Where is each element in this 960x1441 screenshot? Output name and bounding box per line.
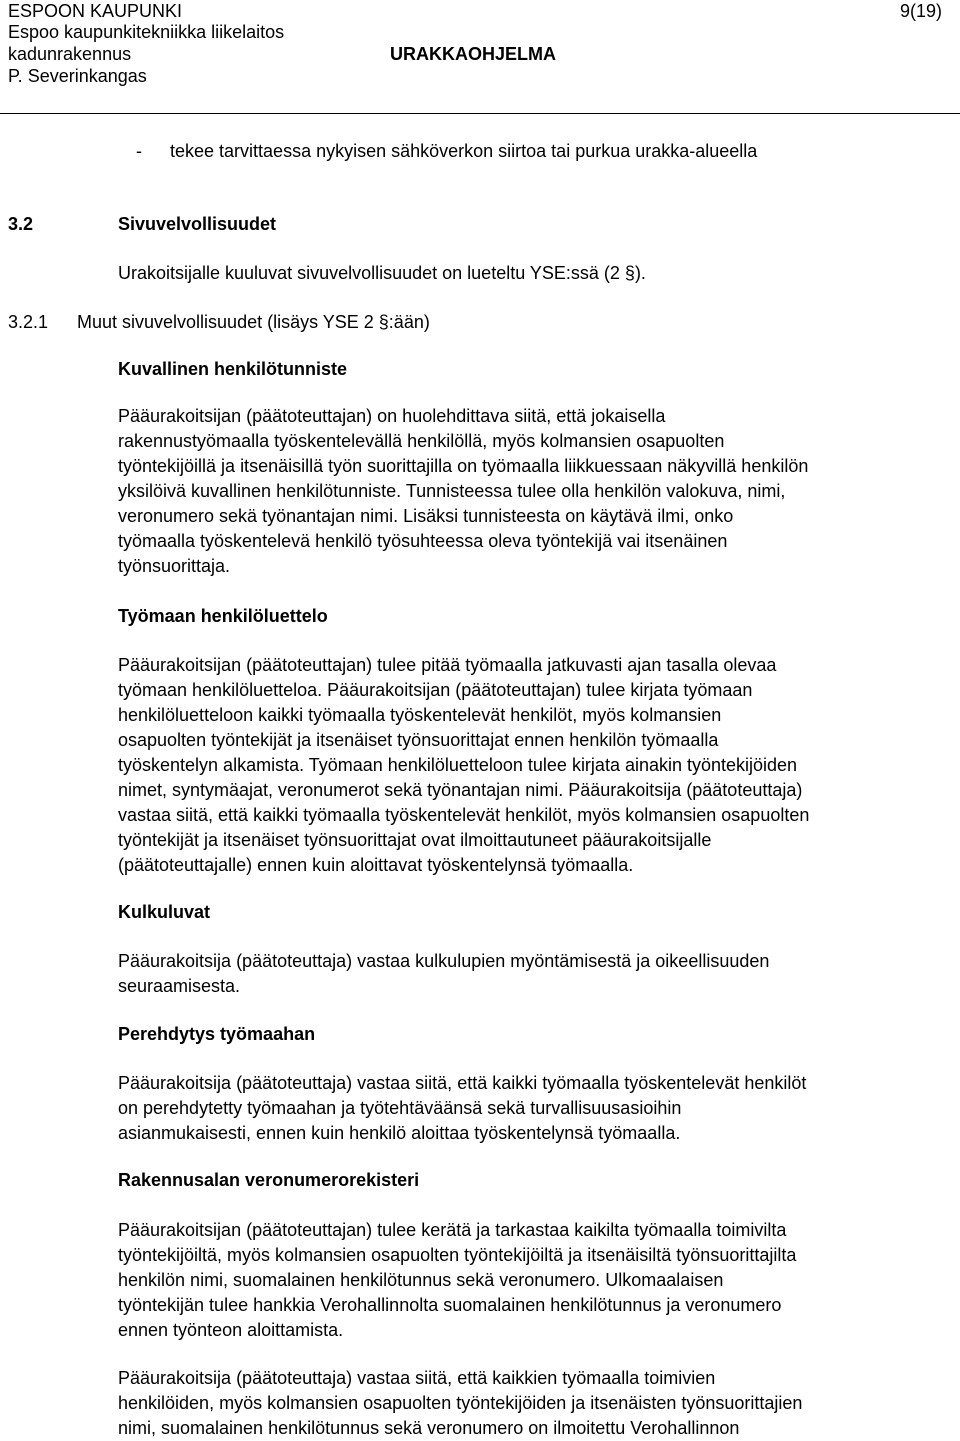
text-line: työntekijät ja itsenäiset työnsuorittajat ovat ilmoittautuneet pääurakoitsijalle <box>118 830 712 850</box>
bullet-dash: - <box>136 141 142 161</box>
header-divider <box>0 113 960 114</box>
subsection-number: 3.2.1 <box>8 312 49 332</box>
text-line: on perehdytetty työmaahan ja työtehtäväänsä sekä turvallisuusasioihin <box>118 1098 682 1118</box>
text-line: (päätoteuttajalle) ennen kuin aloittavat työskentelynsä työmaalla. <box>118 855 634 875</box>
text-line: yksilöivä kuvallinen henkilötunniste. Tunnisteessa tulee olla henkilön valokuva, nimi, <box>118 481 786 501</box>
text-line: Pääurakoitsijan (päätoteuttajan) tulee kerätä ja tarkastaa kaikilta työmaalla toimivilta <box>118 1220 787 1240</box>
text-line: Pääurakoitsijan (päätoteuttajan) tulee pitää työmaalla jatkuvasti ajan tasalla olevaa <box>118 655 777 675</box>
text-line: henkilöiden, myös kolmansien osapuolten työntekijöiden ja itsenäisten työnsuorittajien <box>118 1393 803 1413</box>
header-doc-title: URAKKAOHJELMA <box>390 44 556 64</box>
paragraph-photo-id <box>118 404 808 579</box>
text-line: seuraamisesta. <box>118 976 241 996</box>
text-line: asianmukaisesti, ennen kuin henkilö aloittaa työskentelynsä työmaalla. <box>118 1123 681 1143</box>
heading-access-permits: Kulkuluvat <box>118 902 211 922</box>
header-unit: kadunrakennus <box>8 44 132 64</box>
header-org: ESPOON KAUPUNKI <box>8 1 183 21</box>
section-intro: Urakoitsijalle kuuluvat sivuvelvollisuudet on lueteltu YSE:ssä (2 §). <box>118 263 646 283</box>
heading-photo-id: Kuvallinen henkilötunniste <box>118 359 348 379</box>
bullet-text: tekee tarvittaessa nykyisen sähköverkon siirtoa tai purkua urakka-alueella <box>170 141 758 161</box>
text-line: Pääurakoitsija (päätoteuttaja) vastaa kulkulupien myöntämisestä ja oikeellisuuden <box>118 951 770 971</box>
paragraph-induction <box>118 1071 806 1146</box>
text-line: vastaa siitä, että kaikki työmaalla työskentelevät henkilöt, myös kolmansien osapuolten <box>118 805 810 825</box>
heading-tax-register: Rakennusalan veronumerorekisteri <box>118 1170 420 1190</box>
text-line: Pääurakoitsija (päätoteuttaja) vastaa siitä, että kaikkien työmaalla toimivien <box>118 1368 716 1388</box>
subsection-title: Muut sivuvelvollisuudet (lisäys YSE 2 §:ään) <box>77 312 430 332</box>
text-line: henkilön nimi, suomalainen henkilötunnus sekä veronumero. Ulkomaalaisen <box>118 1270 724 1290</box>
text-line: rakennustyömaalla työskentelevällä henkilöllä, myös kolmansien osapuolten <box>118 431 725 451</box>
header-department: Espoo kaupunkitekniikka liikelaitos <box>8 22 285 42</box>
header-page-number: 9(19) <box>899 1 942 21</box>
text-line: henkilöluetteloon kaikki työmaalla työskentelevät henkilöt, myös kolmansien <box>118 705 722 725</box>
text-line: osapuolten työntekijät ja itsenäiset työnsuorittajat ennen henkilön työmaalla <box>118 730 719 750</box>
text-line: työntekijöillä ja itsenäisillä työn suorittajilla on työmaalla liikkuessaan näkyvillä henkilön <box>118 456 809 476</box>
text-line: Pääurakoitsija (päätoteuttaja) vastaa siitä, että kaikki työmaalla työskentelevät henkilöt <box>118 1073 807 1093</box>
text-line: työntekijän tulee hankkia Verohallinnolta suomalainen henkilötunnus ja veronumero <box>118 1295 782 1315</box>
paragraph-access-permits <box>118 949 769 999</box>
heading-induction: Perehdytys työmaahan <box>118 1024 316 1044</box>
text-line: veronumero sekä työnantajan nimi. Lisäksi tunnisteesta on käytävä ilmi, onko <box>118 506 734 526</box>
text-line: työmaan henkilöluetteloa. Pääurakoitsijan (päätoteuttajan) tulee kirjata työmaan <box>118 680 753 700</box>
text-line: ennen työnteon aloittamista. <box>118 1320 344 1340</box>
section-title: Sivuvelvollisuudet <box>118 214 277 234</box>
paragraph-personnel-list <box>118 653 809 878</box>
text-line: nimet, syntymäajat, veronumerot sekä työnantajan nimi. Pääurakoitsija (päätoteuttaja) <box>118 780 803 800</box>
section-number: 3.2 <box>8 214 34 234</box>
text-line: työmaalla työskentelevä henkilö työsuhteessa oleva työntekijä vai itsenäinen <box>118 531 728 551</box>
text-line: Pääurakoitsijan (päätoteuttajan) on huolehdittava siitä, että jokaisella <box>118 406 666 426</box>
paragraph-tax-register-2 <box>118 1366 802 1441</box>
text-line: nimi, suomalainen henkilötunnus sekä veronumero on ilmoitettu Verohallinnon <box>118 1418 740 1438</box>
heading-personnel-list: Työmaan henkilöluettelo <box>118 606 328 626</box>
header-author: P. Severinkangas <box>8 66 147 86</box>
text-line: työnsuorittaja. <box>118 556 231 576</box>
text-line: työskentelyn alkamista. Työmaan henkilöluetteloon tulee kirjata ainakin työntekijöiden <box>118 755 798 775</box>
paragraph-tax-register <box>118 1218 796 1343</box>
text-line: työntekijöiltä, myös kolmansien osapuolten työntekijöiltä ja itsenäisiltä työnsuorittajilta <box>118 1245 797 1265</box>
bullet-item <box>136 139 757 164</box>
